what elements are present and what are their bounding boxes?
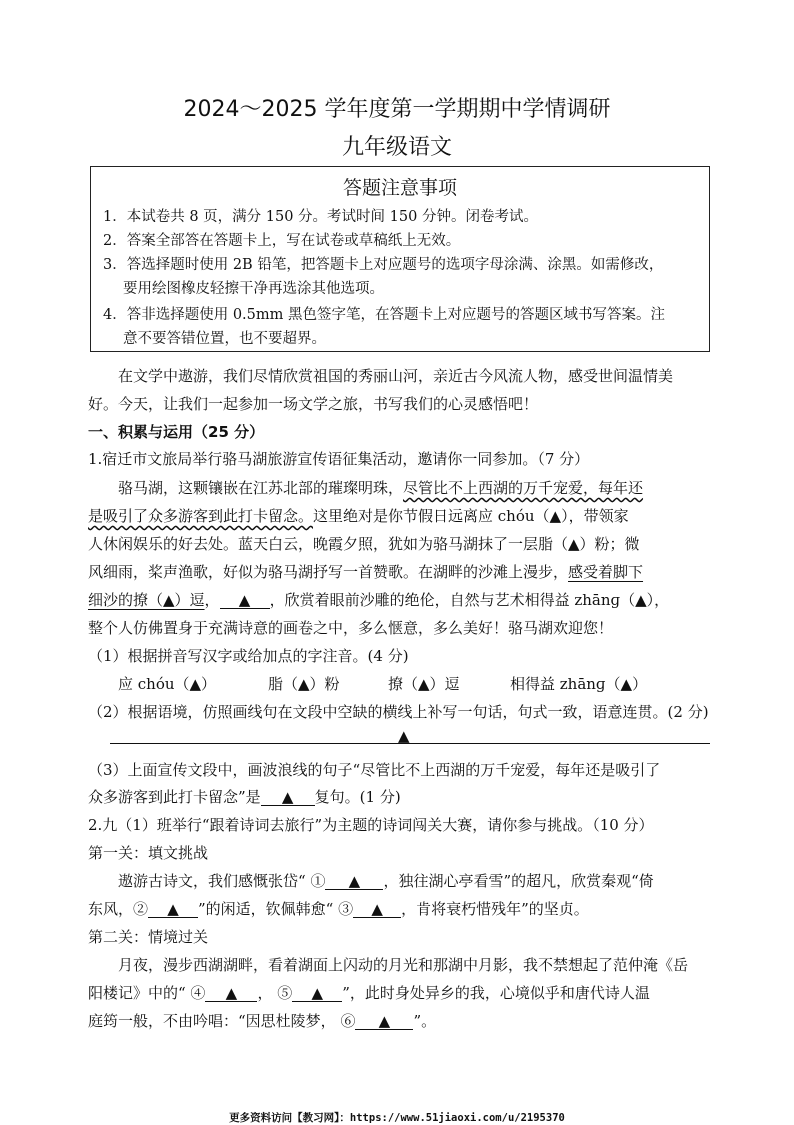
subquestion: （2）根据语境，仿照画线句在文段中空缺的横线上补写一句话，句式一致，语意连贯。(2 分) [88,703,709,721]
answer-mark: ▲ [398,727,410,745]
answer-blank[interactable]: ▲ [353,901,401,918]
subquestion [88,786,401,807]
passage-text: ， [204,591,220,609]
passage-line [88,982,650,1003]
intro-line: 好。今天，让我们一起参加一场文学之旅，书写我们的心灵感悟吧！ [88,395,539,413]
passage-text: ”的闲适，钦佩韩愈“ ③ [198,900,354,918]
passage-text: ，独往湖心亭看雪”的超凡，欣赏秦观“倚 [383,872,654,890]
passage-line [88,505,629,526]
page-subtitle: 九年级语文 [341,135,452,160]
answer-blank[interactable]: ▲ [261,789,315,806]
passage-text: ”。 [413,1012,437,1030]
notice-box [90,166,710,352]
subquestion-text: 复句。(1 分) [314,788,401,806]
wavy-underlined-sentence: 尽管比不上西湖的万千宠爱，每年还 [403,479,644,497]
passage-line: 整个人仿佛置身于充满诗意的画卷之中，多么惬意，多么美好！骆马湖欢迎您！ [88,619,614,637]
answer-blank[interactable]: ▲ [220,592,270,609]
passage-line [88,589,669,610]
passage-line [118,477,643,498]
underlined-sentence: 细沙的撩（▲）逗 [88,591,205,609]
notice-heading: 答题注意事项 [342,177,457,199]
answer-blank[interactable]: ▲ [325,873,383,890]
intro-line: 在文学中遨游，我们尽情欣赏祖国的秀丽山河，亲近古今风流人物，感受世间温情美 [118,367,674,385]
passage-text: ，欣赏着眼前沙雕的绝伦，自然与艺术相得益 zhānɡ（▲）， [269,591,670,609]
passage-line: 人休闲娱乐的好去处。蓝天白云，晚霞夕照，犹如为骆马湖抹了一层脂（▲）粉；微 [88,535,640,553]
passage-text: ，肯将衰朽惜残年”的坚贞。 [401,900,589,918]
underlined-sentence: 感受着脚下 [568,563,644,581]
notice-item: 4．答非选择题使用 0.5mm 黑色签字笔，在答题卡上对应题号的答题区域书写答案。注 [103,307,665,323]
passage-line [88,898,589,919]
passage-text: 这里绝对是你节假日远离应 chóu（▲），带领家 [313,507,629,525]
notice-item: 意不要答错位置，也不要超界。 [123,331,326,347]
passage-text: 庭筠一般，不由吟唱：“因思杜陵梦， ⑥ [88,1012,356,1030]
passage-text: 东风，② [88,900,149,918]
subquestion: （1）根据拼音写汉字或给加点的字注音。(4 分) [88,647,409,665]
level-heading: 第一关：填文挑战 [88,844,209,862]
subquestion-text: 众多游客到此打卡留念”是 [88,788,261,806]
passage-text: 阳楼记》中的“ ④ [88,984,206,1002]
passage-text: 遨游古诗文，我们感慨张岱“ ① [118,872,326,890]
notice-item: 2．答案全部答在答题卡上，写在试卷或草稿纸上无效。 [103,233,461,249]
footer-link[interactable]: 更多资料访问【教习网】：https://www.51jiaoxi.com/u/2195370 [229,1112,565,1124]
answer-blank[interactable]: ▲ [205,985,257,1002]
answer-blank[interactable]: ▲ [355,1013,413,1030]
notice-item: 要用绘图橡皮轻擦干净再选涂其他选项。 [123,281,384,297]
notice-item: 3．答选择题时使用 2B 铅笔，把答题卡上对应题号的选项字母涂满、涂黑。如需修改， [103,257,664,273]
subquestion-item: 撩（▲）逗 [388,675,460,693]
answer-blank[interactable]: ▲ [148,901,198,918]
subquestion: （3）上面宣传文段中，画波浪线的句子“尽管比不上西湖的万千宠爱，每年还是吸引了 [88,761,661,779]
passage-line [88,1010,436,1031]
passage-line [88,561,643,582]
level-heading: 第二关：情境过关 [88,928,209,946]
section-heading: 一、积累与运用（25 分） [88,423,265,441]
subquestion-item: 脂（▲）粉 [268,675,340,693]
passage-text: 骆马湖，这颗镶嵌在江苏北部的璀璨明珠， [118,479,404,497]
answer-line[interactable] [110,743,710,744]
passage-text: ”，此时身处异乡的我，心境似乎和唐代诗人温 [342,984,650,1002]
passage-line [118,870,654,891]
passage-text: 风细雨，桨声渔歌，好似为骆马湖抒写一首赞歌。在湖畔的沙滩上漫步， [88,563,569,581]
passage-text: ， ⑤ [257,984,293,1002]
question-stem: 2.九（1）班举行“跟着诗词去旅行”为主题的诗词闯关大赛，请你参与挑战。（10 分） [88,816,654,834]
subquestion-item: 应 chóu（▲） [118,675,217,693]
subquestion-item: 相得益 zhānɡ（▲） [510,675,648,693]
page-title: 2024～2025 学年度第一学期期中学情调研 [183,97,611,122]
notice-item: 1．本试卷共 8 页，满分 150 分。考试时间 150 分钟。闭卷考试。 [103,209,538,225]
wavy-underlined-sentence: 是吸引了众多游客到此打卡留念。 [88,507,314,525]
answer-blank[interactable]: ▲ [292,985,342,1002]
passage-line: 月夜，漫步西湖湖畔，看着湖面上闪动的月光和那湖中月影，我不禁想起了范仲淹《岳 [118,956,689,974]
question-stem: 1.宿迁市文旅局举行骆马湖旅游宣传语征集活动，邀请你一同参加。（7 分） [88,450,590,468]
